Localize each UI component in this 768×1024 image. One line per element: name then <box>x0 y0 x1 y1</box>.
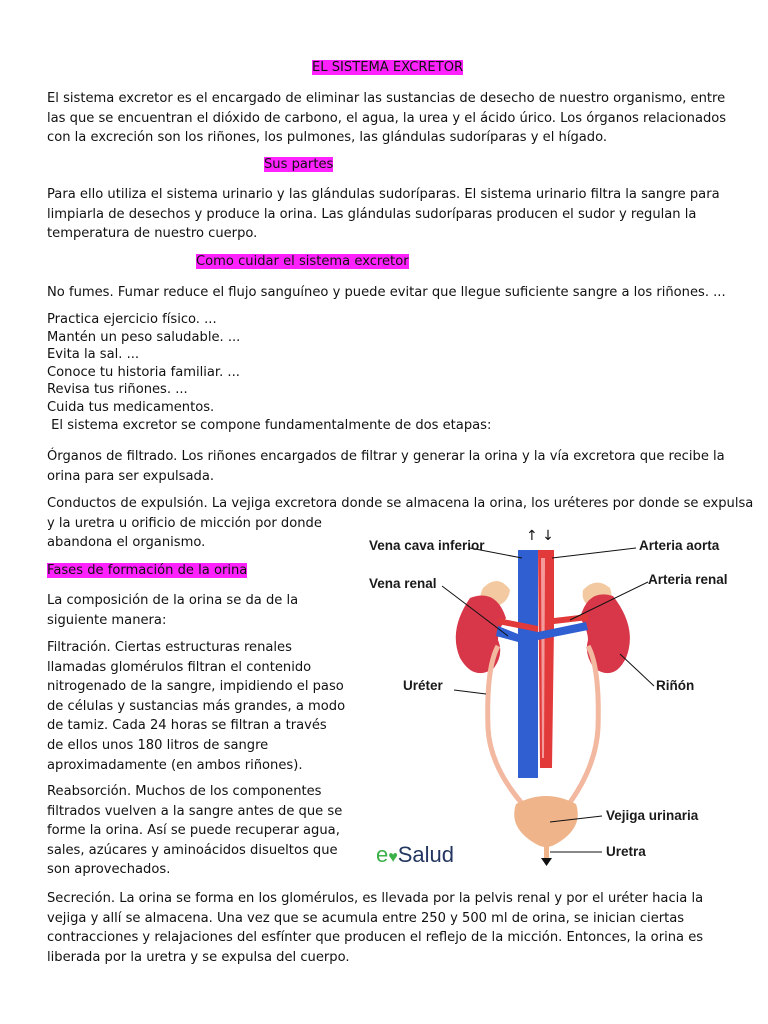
list-item: Mantén un peso saludable. ... <box>47 329 241 345</box>
fases-intro: La composición de la orina se da de la siguiente manera: <box>47 593 299 628</box>
esalud-logo: e♥Salud <box>376 842 455 867</box>
list-item: El sistema excretor se compone fundamentalmente de dos etapas: <box>47 417 492 433</box>
organos-paragraph: Órganos de filtrado. Los riñones encargados de filtrar y generar la orina y la vía excretora que recibe la orina para ser expulsada. <box>47 449 725 484</box>
aorta-shape <box>538 550 554 768</box>
filtracion-paragraph: Filtración. Ciertas estructuras renales llamadas glomérulos filtran el contenido nitrogenado de la sangre, impidiendo el paso de células y sustancias más grandes, a modo de tamiz. Cada 24 horas se filtran a través de ellos unos 180 litros de sangre aproximadamente (en ambos riñones). <box>47 640 346 773</box>
document-title: EL SISTEMA EXCRETOR <box>312 60 464 75</box>
conductos-line-2: y la uretra u orificio de micción por donde <box>47 516 322 531</box>
urinary-system-diagram <box>358 518 738 878</box>
heart-icon: ♥ <box>388 849 398 866</box>
conductos-line-3: abandona el organismo. <box>47 535 206 550</box>
list-item: Evita la sal. ... <box>47 347 140 363</box>
reabsorcion-paragraph: Reabsorción. Muchos de los componentes filtrados vuelven a la sangre antes de que se forme la orina. Así se puede recuperar agua, sales, azúcares y aminoácidos disueltos que son aprovechados. <box>47 784 343 878</box>
down-arrow-icon <box>541 858 552 866</box>
cuidado-list <box>47 311 737 434</box>
label-vejiga: Vejiga urinaria <box>606 808 699 823</box>
list-item: Conoce tu historia familiar. ... <box>47 364 240 380</box>
bladder-shape <box>514 796 578 847</box>
intro-paragraph: El sistema excretor es el encargado de eliminar las sustancias de desecho de nuestro organismo, entre las que se encuentran el dióxido de carbono, el agua, la urea y el ácido úrico. Los órganos relacionados con la excreción son los riñones, los pulmones, las glándulas sudoríparas y el hígado. <box>47 91 727 146</box>
label-ureter: Uréter <box>403 678 443 693</box>
fases-heading: Fases de formación de la orina <box>47 563 248 578</box>
partes-paragraph: Para ello utiliza el sistema urinario y las glándulas sudoríparas. El sistema urinario filtra la sangre para limpiarla de desechos y produce la orina. Las glándulas sudoríparas producen el sudor y regulan la temperatura de nuestro cuerpo. <box>47 187 720 242</box>
label-arteria-aorta: Arteria aorta <box>639 538 720 553</box>
secrecion-paragraph: Secreción. La orina se forma en los glomérulos, es llevada por la pelvis renal y por el uréter hacia la vejiga y allí se almacena. Una vez que se acumula entre 250 y 500 ml de orina, se inician ciertas contracciones y relajaciones del esfínter que producen el reflejo de la micción. Entonces, la orina es liberada por la uretra y se expulsa del cuerpo. <box>47 891 704 965</box>
vena-cava-shape <box>518 550 538 778</box>
urethra-shape <box>544 842 549 860</box>
label-rinon: Riñón <box>656 678 695 693</box>
kidney-right <box>580 594 630 673</box>
list-item: Practica ejercicio físico. ... <box>47 312 217 327</box>
renal-vein-left <box>496 626 518 642</box>
conductos-line-1: Conductos de expulsión. La vejiga excretora donde se almacena la orina, los uréteres por donde se expulsa <box>47 496 754 511</box>
label-uretra: Uretra <box>606 844 646 859</box>
list-item: Cuida tus medicamentos. <box>47 399 215 415</box>
cuidado-heading: Como cuidar el sistema excretor <box>196 254 409 269</box>
ureter-right <box>566 646 598 808</box>
cuidado-intro: No fumes. Fumar reduce el flujo sanguíneo y puede evitar que llegue suficiente sangre a los riñones. ... <box>47 285 726 300</box>
label-arteria-renal: Arteria renal <box>648 572 728 587</box>
list-item: Revisa tus riñones. ... <box>47 382 188 398</box>
label-vena-renal: Vena renal <box>369 576 437 591</box>
flow-arrows: ↑ ↓ <box>526 528 554 544</box>
label-vena-cava: Vena cava inferior <box>369 538 485 553</box>
partes-heading: Sus partes <box>264 157 334 172</box>
